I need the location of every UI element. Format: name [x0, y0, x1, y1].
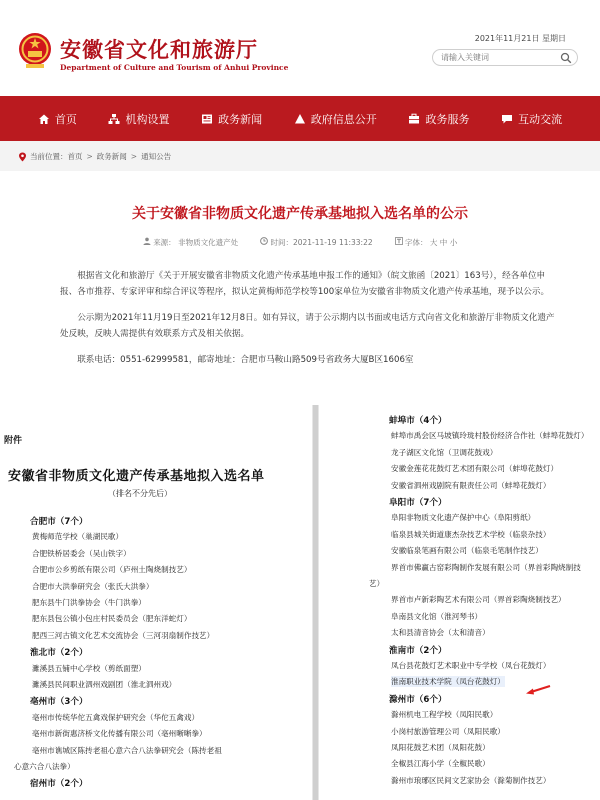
- article: [16, 171, 584, 405]
- article-source: 来源： 非物质文化遗产处: [143, 237, 238, 248]
- article-title: 关于安徽省非物质文化遗产传承基地拟入选名单的公示: [132, 206, 468, 222]
- article-body: [60, 269, 560, 380]
- nav-organization[interactable]: [108, 111, 169, 127]
- breadcrumb-prefix: 当前位置：: [30, 152, 68, 161]
- article-time: 时间：2021-11-19 11:33:22: [260, 237, 373, 248]
- list-item: 安徽金莲花花鼓灯艺术团有限公司（蚌埠花鼓灯）: [391, 464, 559, 474]
- breadcrumb: [18, 151, 171, 162]
- list-item: 滁州机电工程学校（凤阳民歌）: [391, 710, 498, 720]
- red-arrow-icon: [525, 683, 551, 697]
- list-item: 濉溪县民间职业泗州戏剧团（淮北泗州戏）: [32, 680, 177, 689]
- list-item: 凤台县花鼓灯艺术职业中专学校（凤台花鼓灯）: [391, 661, 551, 670]
- site-subtitle: Department of Culture and Tourism of Anhui Province: [60, 63, 289, 72]
- list-item: 安徽省泗州戏剧院有限责任公司（蚌埠花鼓灯）: [391, 480, 551, 490]
- breadcrumb-news[interactable]: 政务新闻: [96, 152, 127, 161]
- nav-news[interactable]: [201, 111, 262, 127]
- article-paragraph: 联系电话：0551-62999581，邮寄地址：合肥市马鞍山路509号省政务大厦B区1606室: [77, 355, 414, 365]
- article-paragraph: 根据省文化和旅游厅《关于开展安徽省非物质文化遗产传承基地申报工作的通知》（皖文旅函〔2021〕163号），经各单位申报、各市推荐、专家评审和综合评议等程序，拟认定黄梅师范学校等100家单位为安徽省非物质文化遗产传承基地，现予以公示。: [60, 271, 550, 297]
- org-icon: [108, 113, 120, 125]
- search-input[interactable]: [441, 51, 559, 64]
- search-icon[interactable]: [560, 52, 572, 64]
- article-paragraph: 公示期为2021年11月19日至2021年12月8日。如有异议，请于公示期内以书面或电话方式向省文化和旅游厅非物质文化遗产处反映，反映人需提供有效联系方式及相关依据。: [60, 313, 555, 339]
- user-icon: [143, 237, 151, 245]
- list-item: 阜南县文化馆（淮河琴书）: [391, 611, 483, 621]
- list-item: 太和县清音协会（太和清音）: [391, 628, 490, 638]
- list-item: 心意六合八法拳）: [14, 762, 75, 771]
- list-item: 肥东县牛门洪拳协会（牛门洪拳）: [32, 598, 146, 607]
- list-item: 蚌埠市禹会区马坡镇玲珑村股份经济合作社（蚌埠花鼓灯）: [391, 431, 589, 441]
- city-heading: 阜阳市（7个）: [389, 498, 447, 508]
- list-item: 阜阳非物质文化遗产保护中心（阜阳剪纸）: [391, 513, 536, 523]
- nav-home-label: 首页: [54, 112, 77, 126]
- city-heading: 淮北市（2个）: [30, 648, 88, 659]
- list-item: 合肥市公乡剪纸有限公司（庐州土陶烧制技艺）: [32, 565, 192, 575]
- list-item: 肥西三河古镇文化艺术交流协会（三河羽扇制作技艺）: [32, 630, 215, 640]
- breadcrumb-notices[interactable]: 通知公告: [141, 152, 172, 161]
- national-emblem-icon: [17, 31, 53, 69]
- font-size-medium[interactable]: 中: [439, 238, 448, 247]
- document-title: 安徽省非物质文化遗产传承基地拟入选名单: [8, 469, 265, 484]
- document-page-left: [0, 405, 313, 800]
- city-heading: 宿州市（2个）: [30, 779, 88, 790]
- location-pin-icon: [18, 152, 27, 162]
- info-icon: [294, 113, 306, 125]
- font-size-small[interactable]: 小: [449, 238, 458, 247]
- clock-icon: [260, 237, 268, 245]
- breadcrumb-separator: >: [86, 152, 93, 161]
- nav-info-disclosure-label: 政府信息公开: [310, 112, 377, 126]
- nav-interaction-label: 互动交流: [518, 112, 563, 126]
- attachment-label: 附件: [4, 436, 23, 446]
- breadcrumb-home[interactable]: 首页: [67, 152, 83, 161]
- city-heading: 滁州市（6个）: [389, 694, 447, 705]
- nav-news-label: 政务新闻: [218, 112, 263, 126]
- article-meta: [16, 237, 584, 248]
- nav-services-label: 政务服务: [425, 112, 470, 126]
- list-item: 肥东县包公镇小包庄村民委员会（肥东洋蛇灯）: [32, 614, 192, 624]
- list-item: 合肥铁桥居委会（吴山铁字）: [32, 548, 131, 558]
- list-item: 临泉县城关街道康杰杂技艺术学校（临泉杂技）: [391, 529, 551, 539]
- list-item: 凤阳花鼓艺术团（凤阳花鼓）: [391, 743, 490, 752]
- city-heading: 蚌埠市（4个）: [389, 416, 447, 426]
- nav-info-disclosure[interactable]: [294, 111, 377, 127]
- list-item: 黄梅师范学校（巢湖民歌）: [32, 532, 124, 542]
- list-item: 濉溪县五铺中心学校（剪纸面塑）: [32, 663, 146, 673]
- list-item: 小岗村旅游管理公司（凤阳民歌）: [391, 726, 505, 736]
- breadcrumb-bar: [0, 141, 600, 171]
- site-title[interactable]: 安徽省文化和旅游厅: [60, 38, 258, 62]
- service-icon: [408, 113, 420, 125]
- font-size-icon: [395, 237, 403, 245]
- list-item: 艺）: [369, 579, 385, 588]
- list-item: 界首市卢新彩陶艺术有限公司（界首彩陶烧制技艺）: [391, 595, 566, 605]
- article-font-size: 字体： 大 中 小: [395, 237, 458, 248]
- nav-home[interactable]: [38, 111, 77, 127]
- city-heading: 淮南市（2个）: [389, 645, 447, 656]
- nav-services[interactable]: [408, 111, 469, 127]
- nav-organization-label: 机构设置: [125, 112, 170, 126]
- list-item: 亳州市谯城区陈抟老祖心意六合八法拳研究会（陈抟老祖: [32, 745, 222, 755]
- list-item: 界首市佛赢古窑彩陶制作发展有限公司（界首彩陶烧制技: [391, 562, 581, 572]
- document-page-right: [318, 405, 600, 800]
- font-size-large[interactable]: 大: [429, 238, 438, 247]
- current-date: 2021年11月21日 星期日: [474, 34, 566, 43]
- list-item: 合肥市大洪拳研究会（张氏大洪拳）: [32, 581, 154, 591]
- list-item: 亳州市传统华佗五禽戏保护研究会（华佗五禽戏）: [32, 712, 200, 722]
- site-header: [0, 0, 600, 95]
- city-heading: 合肥市（7个）: [30, 517, 88, 527]
- nav-interaction[interactable]: [501, 111, 562, 127]
- city-heading: 亳州市（3个）: [30, 697, 88, 708]
- chat-icon: [501, 113, 513, 125]
- list-item: 滁州市琅琊区民间文艺家协会（滁菊制作技艺）: [391, 775, 551, 785]
- search-box[interactable]: [432, 49, 578, 66]
- news-icon: [201, 113, 213, 125]
- document-note: （排名不分先后）: [108, 489, 172, 498]
- list-item: 安徽临泉笔画有限公司（临泉毛笔制作技艺）: [391, 546, 543, 556]
- list-item: 亳州市新街惠济桥文化传播有限公司（亳州晰晰拳）: [32, 729, 207, 739]
- main-nav: [0, 96, 600, 141]
- breadcrumb-separator: >: [130, 152, 138, 161]
- home-icon: [38, 113, 50, 125]
- list-item: 龙子湖区文化馆（卫调花鼓戏）: [391, 447, 498, 457]
- list-item: 淮南职业技术学院（凤台花鼓灯）: [391, 677, 505, 687]
- list-item: 全椒县江海小学（全椒民歌）: [391, 759, 490, 769]
